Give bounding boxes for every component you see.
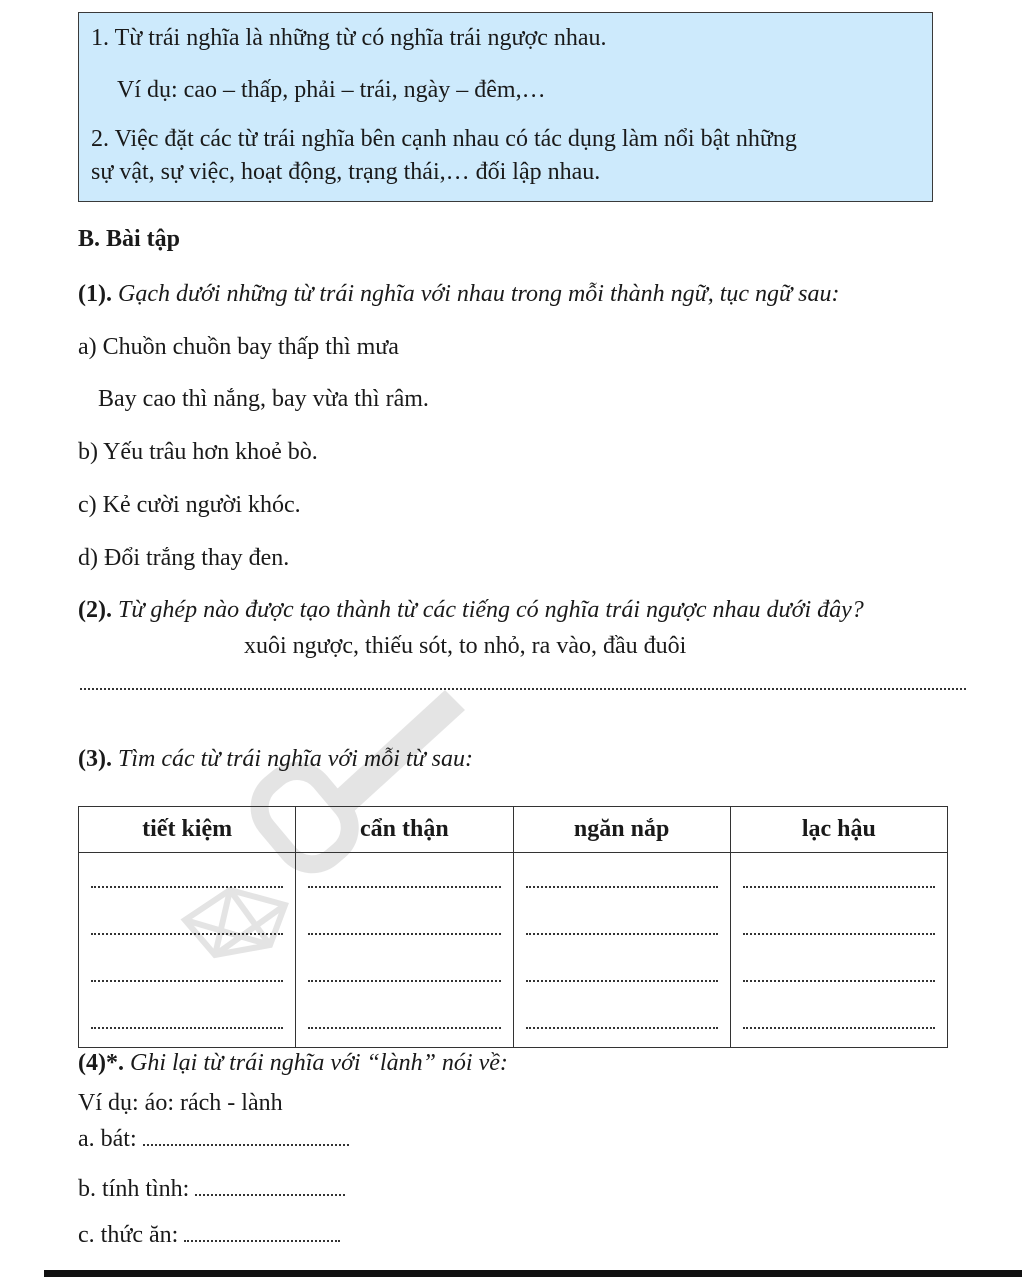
exercise-1-number: (1).: [78, 281, 112, 307]
answer-blank-c[interactable]: [184, 1240, 340, 1242]
theory-item-1: 1. Từ trái nghĩa là những từ có nghĩa trái ngược nhau.: [91, 25, 607, 51]
answer-cell[interactable]: [513, 853, 730, 907]
answer-cell[interactable]: [730, 1000, 947, 1048]
answer-blank-a[interactable]: [143, 1144, 349, 1146]
exercise-3-number: (3).: [78, 746, 112, 772]
answer-cell[interactable]: [79, 906, 296, 953]
answer-cell[interactable]: [296, 906, 513, 953]
theory-box: [78, 12, 933, 202]
exercise-2-answer-line[interactable]: [80, 688, 966, 690]
exercise-1-prompt: (1). Gạch dưới những từ trái nghĩa với nhau trong mỗi thành ngữ, tục ngữ sau:: [78, 281, 840, 307]
theory-item-2-line-1: 2. Việc đặt các từ trái nghĩa bên cạnh nhau có tác dụng làm nổi bật những: [91, 126, 797, 152]
answer-cell[interactable]: [79, 853, 296, 907]
exercise-2-prompt: (2). Từ ghép nào được tạo thành từ các tiếng có nghĩa trái ngược nhau dưới đây?: [78, 597, 864, 623]
table-header-lac-hau: lạc hậu: [730, 807, 947, 853]
theory-item-2-line-2: sự vật, sự việc, hoạt động, trạng thái,… đối lập nhau.: [91, 159, 601, 185]
answer-cell[interactable]: [730, 853, 947, 907]
antonym-table: [78, 806, 948, 1048]
table-row: [79, 953, 948, 1000]
exercise-4-number: (4)*.: [78, 1050, 124, 1076]
exercise-1-item-b: b) Yếu trâu hơn khoẻ bò.: [78, 439, 318, 465]
theory-example-1: Ví dụ: cao – thấp, phải – trái, ngày – đêm,…: [117, 77, 546, 103]
exercise-2-number: (2).: [78, 597, 112, 623]
exercise-4-prompt: (4)*. Ghi lại từ trái nghĩa với “lành” nói về:: [78, 1050, 508, 1076]
table-row: [79, 906, 948, 953]
answer-cell[interactable]: [296, 853, 513, 907]
table-row: [79, 1000, 948, 1048]
exercise-1-item-d: d) Đổi trắng thay đen.: [78, 545, 290, 571]
answer-cell[interactable]: [513, 953, 730, 1000]
answer-cell[interactable]: [296, 1000, 513, 1048]
exercise-3-prompt: (3). Tìm các từ trái nghĩa với mỗi từ sau:: [78, 746, 473, 772]
answer-cell[interactable]: [513, 1000, 730, 1048]
exercise-2-words: xuôi ngược, thiếu sót, to nhỏ, ra vào, đầu đuôi: [244, 633, 687, 659]
bottom-rule: [44, 1270, 1022, 1277]
answer-cell[interactable]: [513, 906, 730, 953]
answer-cell[interactable]: [730, 906, 947, 953]
exercise-1-item-a: a) Chuồn chuồn bay thấp thì mưa: [78, 334, 399, 360]
exercise-1-item-a-line-2: Bay cao thì nắng, bay vừa thì râm.: [98, 386, 429, 412]
exercise-4-item-a: a. bát:: [78, 1126, 349, 1153]
exercise-4-example: Ví dụ: áo: rách - lành: [78, 1090, 283, 1116]
table-header-can-than: cẩn thận: [296, 807, 513, 853]
table-header-ngan-nap: ngăn nắp: [513, 807, 730, 853]
exercise-4-item-b: b. tính tình:: [78, 1176, 345, 1203]
table-row: [79, 853, 948, 907]
answer-cell[interactable]: [296, 953, 513, 1000]
answer-cell[interactable]: [730, 953, 947, 1000]
exercise-1-item-c: c) Kẻ cười người khóc.: [78, 492, 301, 518]
answer-blank-b[interactable]: [195, 1194, 345, 1196]
section-title: B. Bài tập: [78, 226, 181, 252]
exercise-4-item-c: c. thức ăn:: [78, 1222, 340, 1249]
table-header-tiet-kiem: tiết kiệm: [79, 807, 296, 853]
answer-cell[interactable]: [79, 953, 296, 1000]
answer-cell[interactable]: [79, 1000, 296, 1048]
